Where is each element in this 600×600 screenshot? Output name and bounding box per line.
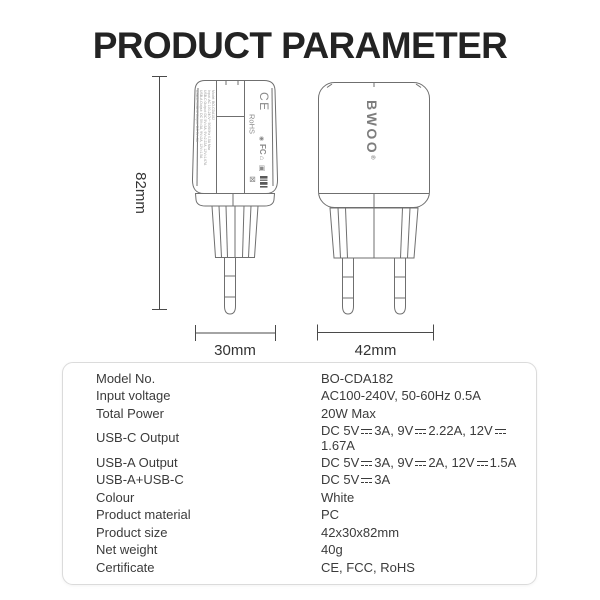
spec-row: [63, 561, 536, 575]
spec-row: [63, 456, 536, 470]
spec-row: [63, 424, 536, 453]
page-title: PRODUCT PARAMETER: [92, 25, 508, 66]
fcc-mark: FC: [258, 144, 267, 155]
circle-cert-icon: ◉: [258, 136, 264, 142]
spec-label: USB-A+USB-C: [96, 472, 184, 488]
spec-row: [63, 473, 536, 487]
spec-label: Model No.: [96, 371, 156, 386]
house-icon: ⌂: [258, 156, 265, 161]
spec-label: Net weight: [96, 542, 158, 558]
weee-bin-icon: ⊠: [248, 176, 257, 183]
spec-value: 20W Max: [321, 405, 376, 421]
dc-symbol: [360, 476, 373, 485]
side-cap: [196, 194, 275, 207]
front-pin-left: [343, 258, 354, 314]
brand-logo: [364, 100, 380, 162]
spec-label: Total Power: [96, 405, 164, 421]
height-dimension-label: 82mm: [132, 172, 149, 214]
front-width-label: 42mm: [354, 342, 397, 359]
spec-value: DC 5V 3A: [321, 472, 391, 488]
spec-row: [63, 372, 536, 386]
box-icon: ▣: [258, 165, 265, 172]
dc-symbol: [414, 459, 427, 468]
dc-symbol: [414, 427, 427, 436]
spec-label: Certificate: [96, 559, 155, 575]
spec-row: [63, 491, 536, 505]
spec-label: Product size: [96, 524, 168, 540]
spec-label: Colour: [96, 489, 135, 505]
spec-row: [63, 407, 536, 421]
spec-table: [62, 362, 537, 585]
spec-label: Product material: [96, 507, 191, 523]
dc-symbol: [360, 459, 373, 468]
fine-print-line: USB-A+USB-C Output: DC 5V=3A: [195, 90, 199, 143]
ce-mark: CE: [257, 92, 271, 112]
dc-symbol: [360, 427, 373, 436]
height-dimension: [152, 77, 167, 310]
spec-value: BO-CDA182: [321, 371, 394, 386]
fine-print-line: USB-A Output: DC 5V=3A, 9V=2A, 12V=1.5A: [199, 90, 203, 159]
brand-text: BWOO: [364, 100, 380, 156]
side-width-label: 30mm: [214, 342, 256, 359]
dc-symbol: [476, 459, 489, 468]
spec-label: Input voltage: [96, 388, 171, 404]
spec-row: [63, 543, 536, 557]
fine-print-line: USB-C Output: DC 5V=3A, 9V=2.22A, 12V=1.67A: [203, 90, 207, 166]
fine-print-line: Model: BO-CDA182: [211, 90, 215, 120]
spec-value: 42x30x82mm: [321, 524, 400, 540]
registered-mark: ®: [369, 155, 375, 163]
side-pin: [225, 258, 236, 315]
spec-label: USB-C Output: [96, 430, 180, 446]
dc-symbol: [494, 427, 507, 436]
spec-value: DC 5V 3A, 9V 2.22A, 12V1.67A: [321, 424, 536, 453]
spec-value: AC100-240V, 50-60Hz 0.5A: [321, 388, 481, 404]
spec-value: PC: [321, 507, 340, 523]
spec-row: [63, 526, 536, 540]
rohs-mark: RoHS: [247, 114, 257, 135]
spec-value: DC 5V 3A, 9V 2A, 12V 1.5A: [321, 455, 517, 471]
spec-row: [63, 389, 536, 403]
spec-value: 40g: [321, 542, 343, 558]
front-pin-right: [395, 258, 406, 314]
side-width-dimension: [196, 325, 276, 341]
spec-row: [63, 508, 536, 522]
fine-print-line: Input: AC 100-240V~ 50/60Hz 0.5A Max: [207, 90, 211, 151]
spec-value: White: [321, 489, 355, 505]
spec-label: USB-A Output: [96, 455, 178, 471]
spec-value: CE, FCC, RoHS: [321, 559, 415, 575]
front-width-dimension: [318, 325, 434, 341]
